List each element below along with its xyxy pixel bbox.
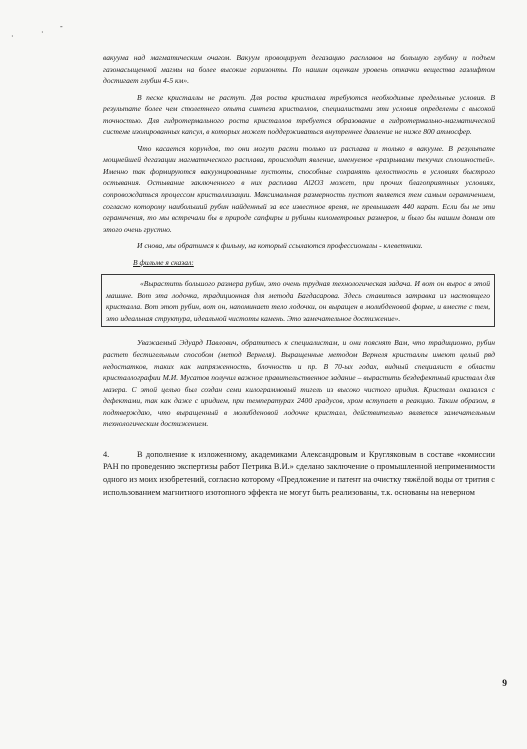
- spacer: [103, 435, 495, 449]
- page-number: 9: [502, 679, 507, 689]
- paragraph-film-reference: И снова, мы обратимся к фильму, на который ссылаются профессионалы - клеветники.: [137, 241, 423, 251]
- film-quote-text: «Вырастить большого размера рубин, это очень трудная технологическая задача. И вот он вырос в этой машине. Вот эта лодочка, традиционная для метода Багдасарова. Здесь ставиться затравка из настоящего кристалла. Вот этот рубин, вот он, напоминает тело лодочки, он выращен в молибденовой форме, и вместе с тем, это идеальная структура, идеальной чистоты камень. Это замечательное достижение».: [106, 279, 490, 323]
- paragraph-continuation: вакуума над магматическим очагом. Вакуум провоцирует дегазацию расплавов на большую глубину и подъем газонасыщенной магмы на более высокие горизонты. По нашим оценкам уровень откачки вещества газлифтом достигает глубин 4-5 км».: [103, 53, 495, 86]
- film-quote-intro: В фильме я сказал:: [133, 257, 194, 267]
- scan-mark: ·: [11, 32, 14, 41]
- scan-mark: -: [60, 22, 63, 31]
- page-content: [103, 52, 495, 499]
- paragraph-corundum: Что касается корундов, то они могут расти только из расплава и только в вакууме. В результате мощнейшей дегазации магматического расплава, происходит явление, именуемое «разрывами текучих сплошностей». Именно так формируются вакуумированные пустоты, способные сохранять целостность в условиях быстрого остывания. Остывание заключенного в них расплава Al2O3 может, при прочих благоприятных условиях, сопровождаться процессом кристаллизации. Максимальная размерность пустот является тем самым ограничением, согласно которому наибольший рубин найденный за все известное время, не превышает 440 карат. Если бы не эти ограничения, то мы встречали бы в природе сапфиры и рубины километровых размеров, и было бы нашим домам от этого очень грустно.: [103, 143, 495, 234]
- section-4-text: В дополнение к изложенному, академиками Александровым и Кругляковым в составе «комиссии РАН по проведению экспертизы работ Петрика В.И.» сделано заключение о промышленной неприменимости одного из моих изобретений, согласно которому «Предложение и патент на очистку тяжёлой воды от трития с использованием магнитного изотопного эффекта не могут быть реализованы, т.к. основаны на неверном: [103, 449, 495, 497]
- film-quote-box: [101, 274, 495, 327]
- paragraph-address: Уважаемый Эдуард Павлович, обратитесь к специалистам, и они пояснят Вам, что традиционно, рубин растет бестигельным способом (метод Вернеля). Выращенные методом Вернеля кристаллы имеют целый ряд недостатков, таких как напряженность, блочность и пр. В 70-ых годах, видный специалист в области кристаллографии М.И. Мусатов получил важное правительственное задание – вырастить бездефектный кристалл для мазера. С этой целью был создан семи килограммовый тигель из высоко чистого иридия. Кристалл оказался с дефектами, так как даже с иридием, при температурах 2400 градусов, хром вступает в реакцию. Таким образом, я подтверждаю, что выращенный в молибденовой лодочке кристалл, действительно является замечательным технологическим достижением.: [103, 338, 495, 429]
- paragraph-sand-crystals: В песке кристаллы не растут. Для роста кристалла требуются необходимые предельные условия. В результате более чем столетнего опыта синтеза кристаллов, специалистами эти условия определены с высокой точностью. Для гидротермального роста кристаллов требуется образование в гидротермально-магматической системе изолированных капсул, в которых может поддерживаться внутреннее давление не ниже 800 атмосфер.: [103, 92, 495, 137]
- scan-mark: ·: [41, 28, 44, 37]
- section-4-paragraph: [103, 449, 495, 499]
- section-number: 4.: [103, 449, 110, 459]
